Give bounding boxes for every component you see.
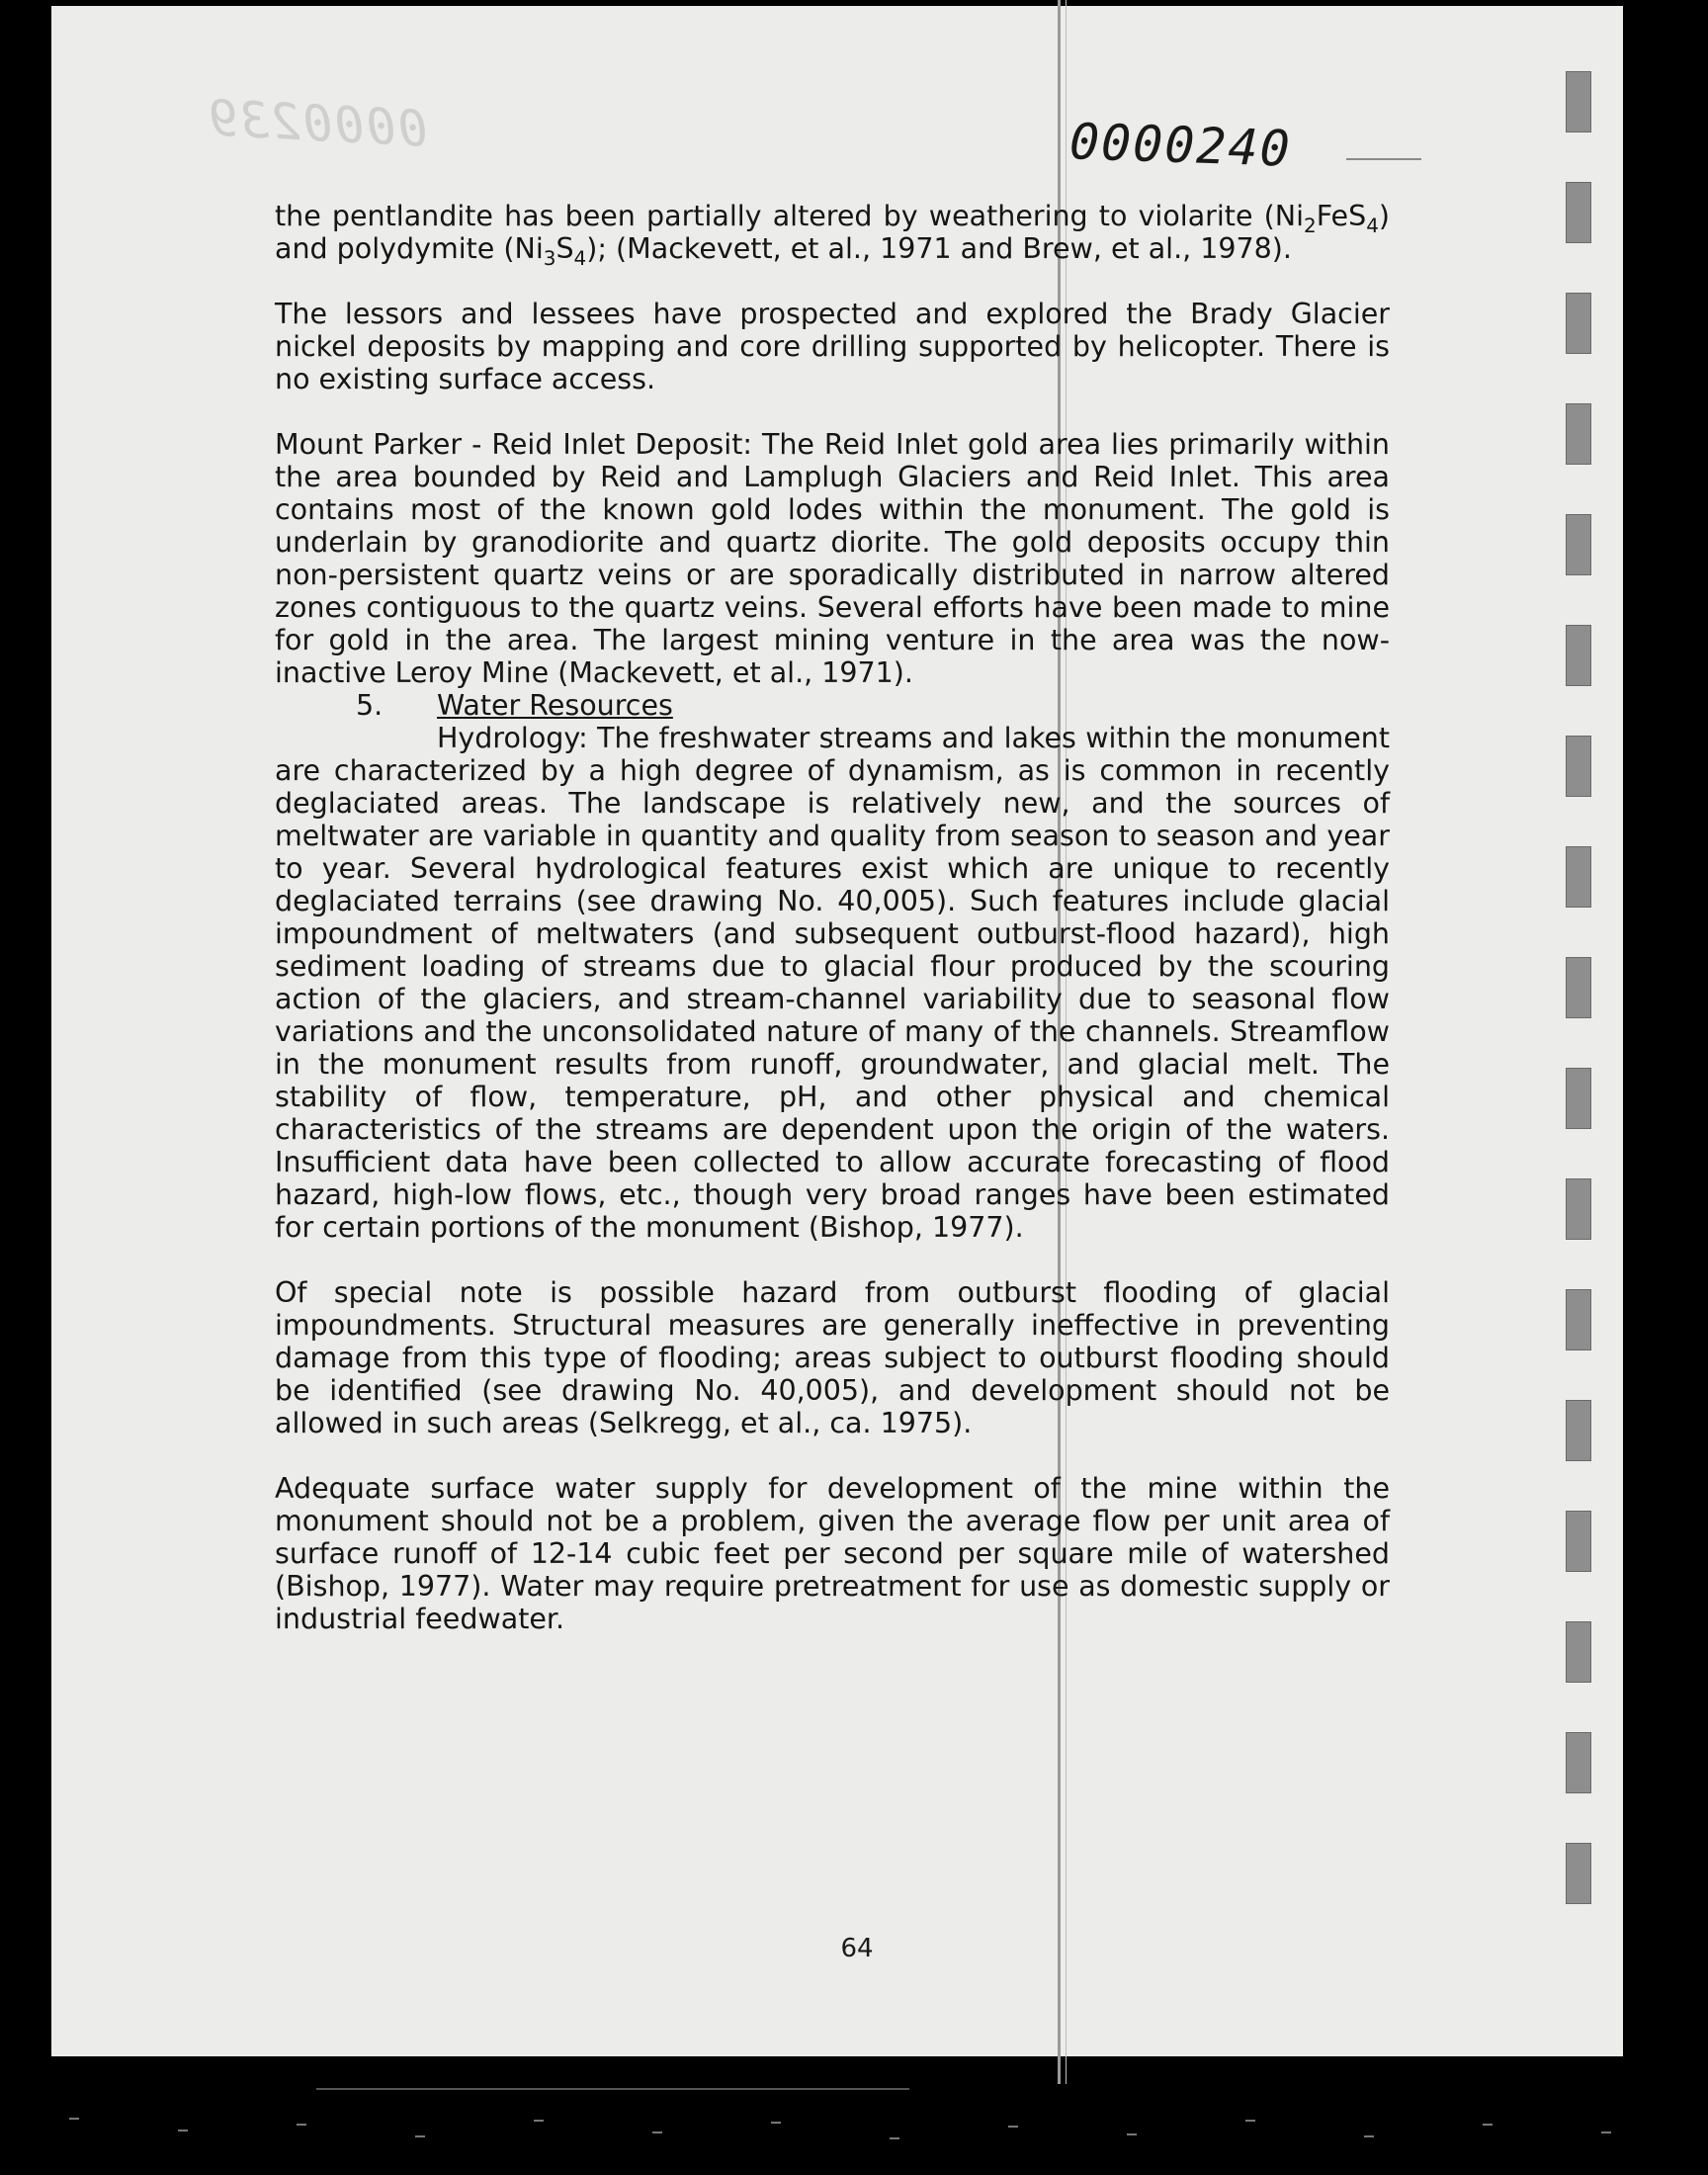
binding-hole [1566,1289,1591,1350]
scanner-bed-strip [0,2084,1708,2175]
scan-tick [534,2120,544,2122]
scan-tick [1127,2133,1137,2135]
paragraph-lessors: The lessors and lessees have prospected and explored the Brady Glacier nickel deposits by mapping and core drilling supported by helicopter. There is no existing surface access. [275,298,1390,395]
section-number: 5. [356,689,384,722]
scan-tick [1601,2132,1611,2133]
binding-hole [1566,736,1591,797]
scan-tick [890,2137,899,2139]
document-stamp-number: 0000240 [1068,113,1293,178]
binding-hole [1566,1621,1591,1683]
binding-hole [1566,1732,1591,1793]
paragraph-water-supply: Adequate surface water supply for development of the mine within the monument should not be a problem, given the average flow per unit area of surface runoff of 12-14 cubic feet per second per square mile of watershed (Bishop, 1977). Water may require pretreatment for use as domestic supply or industrial feedwater. [275,1472,1390,1635]
scan-edge-line [316,2088,909,2090]
binding-hole [1566,1068,1591,1129]
section-title: Water Resources [437,689,673,722]
binding-hole [1566,1400,1591,1461]
binding-hole [1566,625,1591,686]
binding-hole [1566,957,1591,1018]
binding-hole [1566,403,1591,465]
binding-hole [1566,514,1591,575]
binding-hole [1566,846,1591,908]
scan-tick [1008,2126,1018,2128]
binding-hole [1566,182,1591,243]
binding-hole [1566,1178,1591,1240]
margin-dash-mark [1346,158,1421,160]
binding-hole [1566,293,1591,354]
bleed-through-stamp: 0000239 [204,89,430,158]
page-number: 64 [840,1934,874,1963]
binding-holes [1566,71,1591,1954]
scan-tick [69,2118,79,2120]
scan-tick [1245,2120,1255,2122]
scan-tick [1364,2135,1374,2137]
body-text [275,200,1390,1668]
scan-tick [178,2130,188,2132]
section-heading [275,689,1390,722]
scan-tick [297,2124,306,2126]
paragraph-reid-inlet: Mount Parker - Reid Inlet Deposit: The Reid Inlet gold area lies primarily within the area bounded by Reid and Lamplugh Glaciers and Reid Inlet. This area contains most of the known gold lodes within the monument. The gold is underlain by granodiorite and quartz diorite. The gold deposits occupy thin non-persistent quartz veins or are sporadically distributed in narrow altered zones contiguous to the quartz veins. Several efforts have been made to mine for gold in the area. The largest mining venture in the area was the now-inactive Leroy Mine (Mackevett, et al., 1971). [275,428,1390,689]
scan-tick [415,2135,425,2137]
scan-tick [652,2132,662,2133]
paragraph-pentlandite: the pentlandite has been partially altered by weathering to violarite $(Ni_2FeS_4)$ and polydymite $(Ni_3S_4)$; (Mackevett, et al., 1971 and Brew, et al., 1978). [275,200,1390,270]
scan-tick [1483,2124,1493,2126]
paragraph-hydrology: Hydrology: The freshwater streams and lakes within the monument are characterized by a high degree of dynamism, as is common in recently deglaciated areas. The landscape is relatively new, and the sources of meltwater are variable in quantity and quality from season to season and year to year. Several hydrological features exist which are unique to recently deglaciated terrains (see drawing No. 40,005). Such features include glacial impoundment of meltwaters (and subsequent outburst-flood hazard), high sediment loading of streams due to glacial flour produced by the scouring action of the glaciers, and stream-channel variability due to seasonal flow variations and the unconsolidated nature of many of the channels. Streamflow in the monument results from runoff, groundwater, and glacial melt. The stability of flow, temperature, pH, and other physical and chemical characteristics of the streams are dependent upon the origin of the waters. Insufficient data have been collected to allow accurate forecasting of flood hazard, high-low flows, etc., though very broad ranges have been estimated for certain portions of the monument (Bishop, 1977). [275,722,1390,1244]
binding-hole [1566,71,1591,132]
binding-hole [1566,1843,1591,1904]
binding-hole [1566,1511,1591,1572]
paragraph-outburst-flooding: Of special note is possible hazard from outburst flooding of glacial impoundments. Structural measures are generally ineffective in preventing damage from this type of flooding; areas subject to outburst flooding should be identified (see drawing No. 40,005), and development should not be allowed in such areas (Selkregg, et al., ca. 1975). [275,1276,1390,1439]
scan-tick [771,2122,781,2124]
